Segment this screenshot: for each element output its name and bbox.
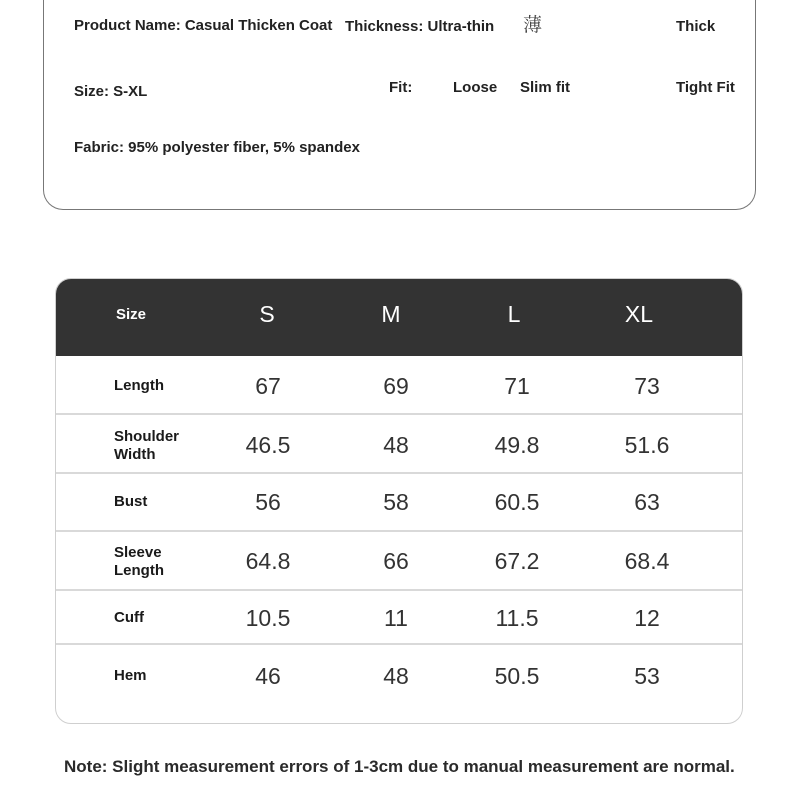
cell-value: 67 <box>255 373 281 399</box>
measurement-note: Note: Slight measurement errors of 1-3cm due to manual measurement are normal. <box>64 757 735 776</box>
cell-value: 46.5 <box>245 432 291 458</box>
cell-value: 64.8 <box>245 548 291 574</box>
cell-value: 69 <box>383 373 409 399</box>
cell-value: 56 <box>255 489 281 515</box>
cell-value: 71 <box>504 373 530 399</box>
cell-value: 49.8 <box>494 432 540 458</box>
cell-value: 68.4 <box>624 548 670 574</box>
cell-value: 53 <box>634 663 660 689</box>
cell-value: 60.5 <box>494 489 540 515</box>
cell-value: 66 <box>383 548 409 574</box>
cell-value: 11 <box>384 605 408 631</box>
row-label: Bust <box>114 493 148 510</box>
table-row <box>56 356 742 414</box>
thickness-label: Thickness: Ultra-thin <box>345 18 495 35</box>
product-info-card <box>43 0 756 210</box>
header-size-m: M <box>381 301 401 327</box>
table-row <box>56 645 742 713</box>
cell-value: 48 <box>383 663 409 689</box>
table-row <box>56 532 742 590</box>
cell-value: 50.5 <box>494 663 540 689</box>
cell-value: 51.6 <box>624 432 670 458</box>
cell-value: 63 <box>634 489 660 515</box>
table-row <box>56 591 742 643</box>
cell-value: 58 <box>383 489 409 515</box>
fit-option-slim: Slim fit <box>520 79 571 96</box>
row-label: Sleeve Length <box>114 544 164 579</box>
fabric-info: Fabric: 95% polyester fiber, 5% spandex <box>74 139 360 156</box>
table-header <box>56 279 742 356</box>
size-chart-table <box>55 278 743 724</box>
cell-value: 12 <box>634 605 660 631</box>
header-size-s: S <box>259 301 275 327</box>
table-row <box>56 415 742 473</box>
product-name: Product Name: Casual Thicken Coat <box>74 17 333 34</box>
row-label: Cuff <box>114 609 144 626</box>
cell-value: 73 <box>634 373 660 399</box>
cell-value: 11.5 <box>495 605 539 631</box>
header-size-label: Size <box>116 306 147 323</box>
thickness-max: Thick <box>676 18 716 35</box>
row-label: Hem <box>114 667 147 684</box>
fit-option-tight: Tight Fit <box>676 79 735 96</box>
row-label: Length <box>114 377 164 394</box>
cell-value: 46 <box>255 663 281 689</box>
cell-value: 10.5 <box>245 605 291 631</box>
table-row <box>56 474 742 530</box>
cell-value: 48 <box>383 432 409 458</box>
thickness-cjk: 薄 <box>523 14 543 36</box>
fit-option-loose: Loose <box>453 79 498 96</box>
row-label: Shoulder Width <box>114 428 180 463</box>
header-size-l: L <box>507 301 521 327</box>
header-size-xl: XL <box>624 301 654 327</box>
size-range: Size: S-XL <box>74 83 148 100</box>
cell-value: 67.2 <box>494 548 540 574</box>
fit-label: Fit: <box>389 79 413 96</box>
